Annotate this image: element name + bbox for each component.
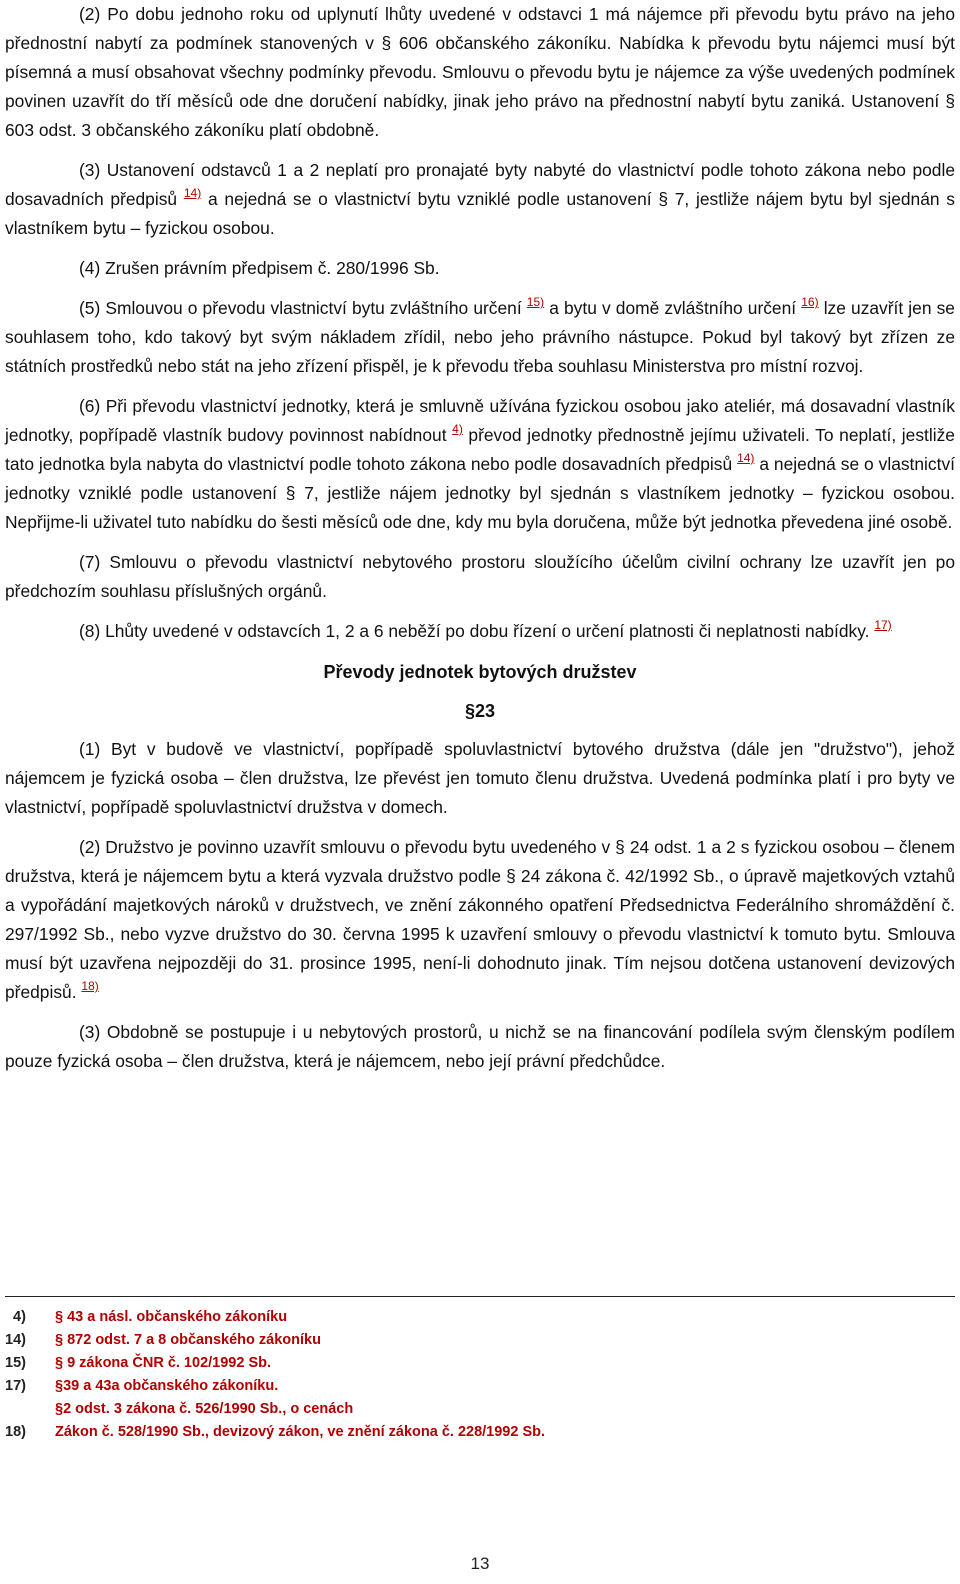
document-body (5, 0, 955, 1087)
paragraph-6: (6) Při převodu vlastnictví jednotky, která je smluvně užívána fyzickou osobou jako ateliér, má dosavadní vlastník jednotky, popřípadě vlastník budovy povinnost nabídnout $^{4)}$ převod jednotky přednostně jejímu uživateli. To neplatí, jestliže tato jednotka byla nabyta do vlastnictví podle tohoto zákona nebo podle dosavadních předpisů $^{14)}$ a nejedná se o vlastnictví jednotky vzniklé podle ustanovení § 7, jestliže nájem jednotky byl sjednán s vlastníkem jednotky – fyzickou osobou. Nepřijme-li uživatel tuto nabídku do šesti měsíců ode dne, kdy mu byla doručena, může být jednotka převedena jiné osobě. (5, 396, 955, 532)
footnote-link[interactable]: § 872 odst. 7 a 8 občanského zákoníku (55, 1332, 321, 1348)
section-title: Převody jednotek bytových družstev (323, 662, 637, 682)
footnote-ref-14[interactable]: 14) (183, 186, 202, 200)
footnote-item (5, 1398, 905, 1421)
paragraph-8: (8) Lhůty uvedené v odstavcích 1, 2 a 6 neběží po dobu řízení o určení platnosti či neplatnosti nabídky. $^{17)}$ (79, 618, 892, 641)
footnote-ref-17[interactable]: 17) (874, 618, 892, 632)
page-number: 13 (470, 1554, 490, 1573)
footnote-item: 15) § 9 zákona ČNR č. 102/1992 Sb. (5, 1352, 905, 1375)
paragraph-23-1: (1) Byt v budově ve vlastnictví, popřípadě spoluvlastnictví bytového družstva (dále jen "družstvo"), jehož nájemcem je fyzická osoba – člen družstva, lze převést jen tomuto členu družstva. Uvedená podmínka platí i pro byty ve vlastnictví, popřípadě spoluvlastnictví družstva v domech. (5, 739, 955, 817)
footnote-ref-18[interactable]: 18) (81, 979, 99, 993)
footnote-separator (5, 1296, 955, 1297)
footnote-ref-16[interactable]: 16) (801, 295, 819, 309)
paragraph-5: (5) Smlouvou o převodu vlastnictví bytu zvláštního určení $^{15)}$ a bytu v domě zvláštního určení $^{16)}$ lze uzavřít jen se souhlasem toho, kdo takový byt svým nákladem zřídil, nebo jeho právního nástupce. Pokud byl takový byt zřízen ze státních prostředků nebo stát na jeho zřízení přispěl, je k převodu třeba souhlasu Ministerstva pro místní rozvoj. (5, 295, 955, 376)
footnote-link[interactable]: Zákon č. 528/1990 Sb., devizový zákon, ve znění zákona č. 228/1992 Sb. (55, 1424, 546, 1440)
paragraph-7: (7) Smlouvu o převodu vlastnictví nebytového prostoru sloužícího účelům civilní ochrany lze uzavřít jen po předchozím souhlasu příslušných orgánů. (5, 552, 955, 601)
footnote-item: 14) § 872 odst. 7 a 8 občanského zákoníku (5, 1329, 905, 1352)
section-number: §23 (464, 701, 496, 721)
footnote-item: 18) Zákon č. 528/1990 Sb., devizový zákon, ve znění zákona č. 228/1992 Sb. (5, 1421, 905, 1444)
footnote-link[interactable]: §39 a 43a občanského zákoníku. (55, 1378, 279, 1394)
footnote-link[interactable]: §2 odst. 3 zákona č. 526/1990 Sb., o cenách (55, 1401, 354, 1417)
footnote-item: 17) §39 a 43a občanského zákoníku. (5, 1375, 905, 1398)
footnote-ref-15[interactable]: 15) (526, 295, 545, 309)
paragraph-23-3: (3) Obdobně se postupuje i u nebytových prostorů, u nichž se na financování podílela svým členským podílem pouze fyzická osoba – člen družstva, která je nájemcem, nebo její právní předchůdce. (5, 1022, 955, 1071)
footnotes (5, 1306, 905, 1444)
paragraph-3: (3) Ustanovení odstavců 1 a 2 neplatí pro pronajaté byty nabyté do vlastnictví podle tohoto zákona nebo podle dosavadních předpisů $^{14)}$ a nejedná se o vlastnictví bytu vzniklé podle ustanovení § 7, jestliže nájem bytu byl sjednán s vlastníkem bytu – fyzickou osobou. (5, 160, 956, 238)
footnote-link[interactable]: § 43 a násl. občanského zákoníku (55, 1309, 288, 1325)
footnote-link[interactable]: § 9 zákona ČNR č. 102/1992 Sb. (55, 1355, 271, 1371)
paragraph-4: (4) Zrušen právním předpisem č. 280/1996 Sb. (79, 258, 440, 278)
paragraph-2: (2) Po dobu jednoho roku od uplynutí lhůty uvedené v odstavci 1 má nájemce při převodu bytu právo na jeho přednostní nabytí za podmínek stanovených v § 606 občanského zákoníku. Nabídka k převodu bytu nájemci musí být písemná a musí obsahovat všechny podmínky převodu. Smlouvu o převodu bytu je nájemce za výše uvedených podmínek povinen uzavřít do tří měsíců ode dne doručení nabídky, jinak jeho právo na přednostní nabytí bytu zaniká. Ustanovení § 603 odst. 3 občanského zákoníku platí obdobně. (5, 4, 955, 140)
footnote-item: 4) § 43 a násl. občanského zákoníku (5, 1306, 905, 1329)
paragraph-23-2: (2) Družstvo je povinno uzavřít smlouvu o převodu bytu uvedeného v § 24 odst. 1 a 2 s fyzickou osobou – členem družstva, která je nájemcem bytu a která vyzvala družstvo podle § 24 zákona č. 42/1992 Sb., o úpravě majetkových vztahů a vypořádání majetkových nároků v družstvech, ve znění zákonného opatření Předsednictva Federálního shromáždění č. 297/1992 Sb., nebo vyzve družstvo do 30. června 1995 k uzavření smlouvy o převodu vlastnictví k tomuto bytu. Smlouva musí být uzavřena nejpozději do 31. prosince 1995, není-li dohodnuto jinak. Tím nejsou dotčena ustanovení devizových předpisů. $^{18)}$ (5, 837, 955, 1002)
footnote-ref-14b[interactable]: 14) (737, 451, 755, 465)
footnote-ref-4[interactable]: 4) (452, 422, 463, 436)
